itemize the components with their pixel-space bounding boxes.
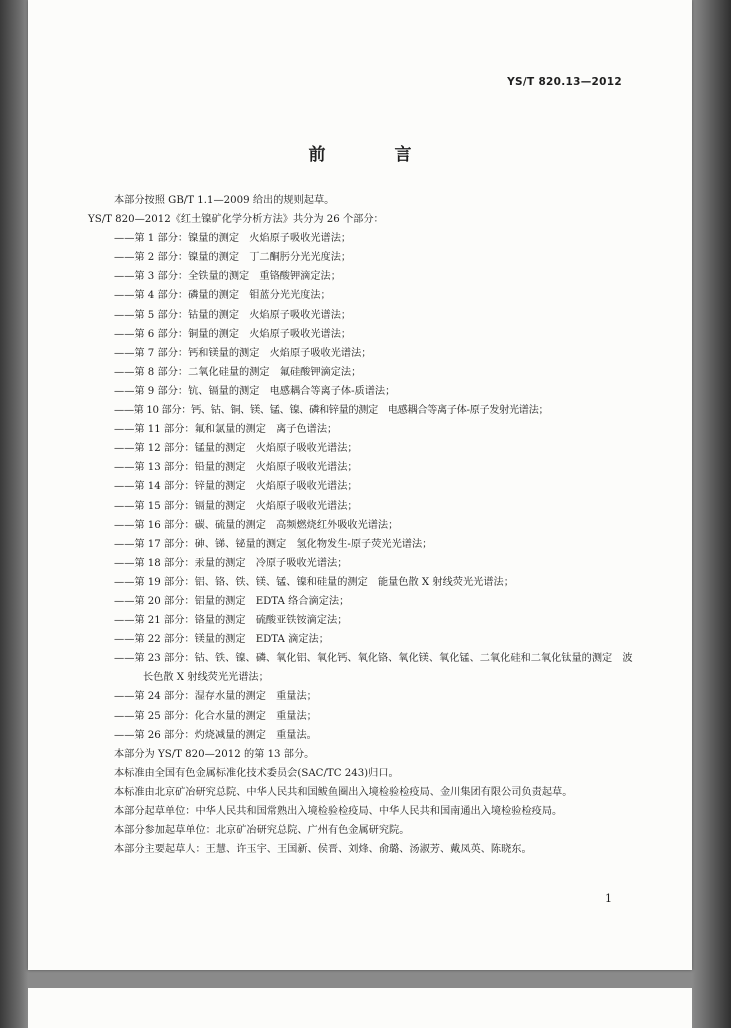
- list-item: ——第 21 部分：铬量的测定 硫酸亚铁铵滴定法；: [114, 615, 348, 627]
- list-item: ——第 10 部分：钙、钴、铜、镁、锰、镍、磷和锌量的测定 电感耦合等离子体-原子发射光谱法；: [114, 405, 549, 417]
- intro-line: YS/T 820—2012《红土镍矿化学分析方法》共分为 26 个部分：: [88, 214, 384, 226]
- next-page-edge: [28, 988, 692, 1028]
- list-item: ——第 6 部分：铜量的测定 火焰原子吸收光谱法；: [114, 328, 352, 340]
- document-page: [28, 0, 692, 970]
- intro-line: 本部分按照 GB/T 1.1—2009 给出的规则起草。: [114, 195, 335, 206]
- list-item: ——第 23 部分：钴、铁、镍、磷、氧化铝、氧化钙、氧化铬、氧化镁、氧化锰、二氧化硅和二氧化钛量的测定 波长色散 X 射线荧光光谱法；: [114, 653, 633, 684]
- list-item: ——第 2 部分：镍量的测定 丁二酮肟分光光度法；: [114, 252, 352, 264]
- list-item: ——第 26 部分：灼烧减量的测定 重量法。: [114, 729, 317, 741]
- list-item: ——第 13 部分：铅量的测定 火焰原子吸收光谱法；: [114, 462, 358, 474]
- list-item: ——第 19 部分：铝、铬、铁、镁、锰、镍和硅量的测定 能量色散 X 射线荧光光谱法；: [114, 576, 514, 588]
- list-item: ——第 3 部分：全铁量的测定 重铬酸钾滴定法；: [114, 271, 341, 283]
- list-item: ——第 7 部分：钙和镁量的测定 火焰原子吸收光谱法；: [114, 347, 372, 359]
- closing-line: 本部分主要起草人：王慧、许玉宇、王国新、侯晋、刘烽、俞璐、汤淑芳、戴凤英、陈晓东。: [114, 844, 532, 856]
- list-item: ——第 5 部分：钴量的测定 火焰原子吸收光谱法；: [114, 309, 352, 321]
- list-item: ——第 8 部分：二氧化硅量的测定 氟硅酸钾滴定法；: [114, 366, 362, 378]
- document-body: [88, 191, 636, 859]
- closing-line: 本标准由全国有色金属标准化技术委员会(SAC/TC 243)归口。: [114, 767, 399, 779]
- closing-line: 本标准由北京矿冶研究总院、中华人民共和国鲅鱼圈出入境检验检疫局、金川集团有限公司负责起草。: [114, 786, 573, 798]
- page-number: 1: [605, 892, 612, 905]
- closing-line: 本部分为 YS/T 820—2012 的第 13 部分。: [114, 748, 315, 760]
- standard-code: YS/T 820.13—2012: [507, 76, 622, 88]
- list-item: ——第 12 部分：锰量的测定 火焰原子吸收光谱法；: [114, 443, 358, 455]
- list-item: ——第 1 部分：镍量的测定 火焰原子吸收光谱法；: [114, 233, 352, 245]
- list-item: ——第 9 部分：钪、镉量的测定 电感耦合等离子体-质谱法；: [114, 385, 396, 397]
- list-item: ——第 20 部分：铝量的测定 EDTA 络合滴定法；: [114, 595, 350, 607]
- list-item: ——第 24 部分：湿存水量的测定 重量法；: [114, 691, 317, 703]
- list-item: ——第 22 部分：镁量的测定 EDTA 滴定法；: [114, 634, 329, 646]
- list-item: ——第 17 部分：砷、锑、铋量的测定 氢化物发生-原子荧光光谱法；: [114, 538, 433, 550]
- list-item: ——第 15 部分：镉量的测定 火焰原子吸收光谱法；: [114, 500, 358, 512]
- closing-line: 本部分参加起草单位：北京矿冶研究总院、广州有色金属研究院。: [114, 825, 410, 837]
- list-item: ——第 14 部分：锌量的测定 火焰原子吸收光谱法；: [114, 481, 358, 493]
- list-item: ——第 25 部分：化合水量的测定 重量法；: [114, 710, 317, 722]
- closing-line: 本部分起草单位：中华人民共和国常熟出入境检验检疫局、中华人民共和国南通出入境检验检疫局。: [114, 806, 563, 817]
- list-item: ——第 16 部分：碳、硫量的测定 高频燃烧红外吸收光谱法；: [114, 519, 399, 531]
- page-title: 前 言: [308, 145, 438, 165]
- list-item: ——第 11 部分：氟和氯量的测定 离子色谱法；: [114, 424, 338, 436]
- parts-list: [88, 229, 636, 745]
- list-item: ——第 4 部分：磷量的测定 钼蓝分光光度法；: [114, 290, 331, 302]
- list-item: ——第 18 部分：汞量的测定 冷原子吸收光谱法；: [114, 557, 348, 569]
